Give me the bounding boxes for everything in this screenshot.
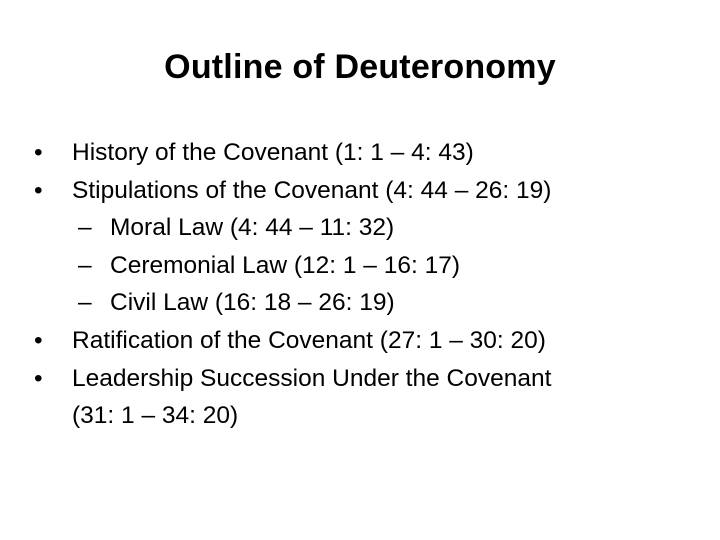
outline-list [34,134,698,435]
outline-item-text: (31: 1 – 34: 20) [72,402,239,430]
outline-subitem-ceremonial-law [34,247,698,285]
bullet-icon: • [34,364,43,392]
outline-item-text: History of the Covenant (1: 1 – 4: 43) [72,139,474,166]
outline-item-ratification [34,322,698,360]
outline-item-text: Leadership Succession Under the Covenant [72,364,552,392]
outline-item-continuation [34,397,698,435]
outline-subitem-text: Civil Law (16: 18 – 26: 19) [110,289,395,317]
outline-subitem-text: Moral Law (4: 44 – 11: 32) [110,214,395,242]
outline-subitem-text: Ceremonial Law (12: 1 – 16: 17) [110,251,460,279]
bullet-icon: • [34,326,43,354]
dash-icon: – [78,289,92,317]
outline-item-leadership-succession [34,360,698,398]
outline-item-history [34,134,698,172]
bullet-icon: • [34,139,43,166]
slide-title: Outline of Deuteronomy [164,48,556,86]
dash-icon: – [78,251,92,279]
outline-item-text: Stipulations of the Covenant (4: 44 – 26: 19) [72,176,552,204]
outline-subitem-civil-law [34,284,698,322]
outline-subitem-moral-law [34,209,698,247]
outline-item-stipulations [34,172,698,210]
bullet-icon: • [34,176,43,204]
dash-icon: – [78,214,92,242]
outline-item-text: Ratification of the Covenant (27: 1 – 30: 20) [72,326,546,354]
